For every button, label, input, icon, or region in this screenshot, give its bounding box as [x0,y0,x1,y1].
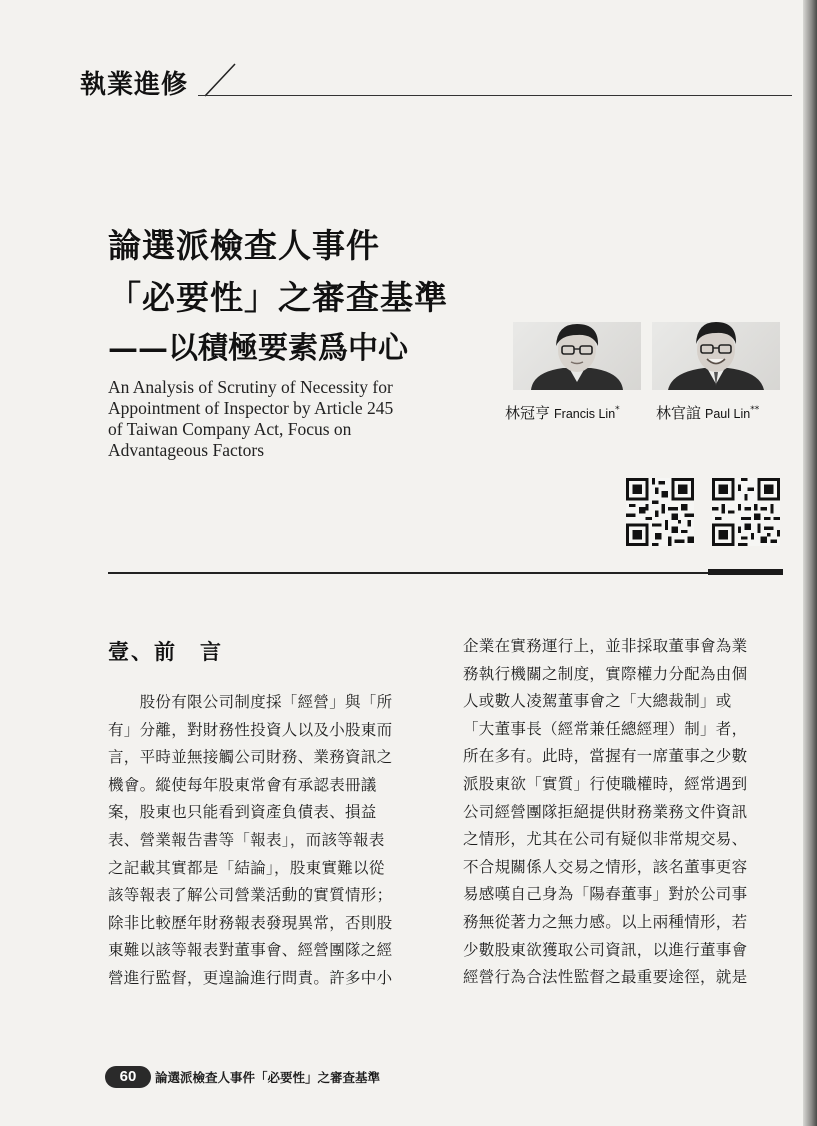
english-title [108,377,428,461]
english-title-line: Appointment of Inspector by Article 245 [108,398,394,418]
author-1 [505,402,620,423]
article-title [108,220,488,374]
body-line: 表、營業報告書等「報表」，而該等報表 [108,830,385,849]
section-divider [108,572,783,574]
body-line: 務無從著力之無力感。以上兩種情形，若 [463,912,748,931]
section-header [80,62,790,102]
qr-code-icon[interactable] [626,478,694,546]
english-title-line: An Analysis of Scrutiny of Necessity for [108,377,393,397]
author-name-en: Paul Lin [705,407,751,421]
qr-code-icon[interactable] [712,478,780,546]
author-name-zh: 林冠亨 [505,404,551,422]
body-line: 易感嘆自己身為「陽春董事」對於公司事 [463,885,748,904]
section-divider-accent [708,569,783,575]
body-line: 言，平時並無接觸公司財務、業務資訊之 [108,748,393,767]
body-line: 東難以該等報表對董事會、經營團隊之經 [108,941,393,960]
author-footnote-mark: * [615,405,620,415]
body-line: 不合規關係人交易之情形，該名董事更容 [463,857,748,876]
body-line: 人或數人凌駕董事會之「大總裁制」或 [463,692,732,711]
english-title-line: of Taiwan Company Act, Focus on [108,419,352,439]
author-name-zh: 林官誼 [656,404,702,422]
section-header-title: 執業進修 [80,70,189,100]
body-line: 除非比較歷年財務報表發現異常，否則股 [108,913,393,932]
title-subtitle: ——以積極要素爲中心 [108,331,408,366]
body-line: 該等報表了解公司營業活動的實質情形； [108,886,393,905]
english-title-line: Advantageous Factors [108,440,265,460]
title-line-2: 「必要性」之審查基準 [108,278,448,317]
body-line: 派股東欲「實質」行使職權時，經常遇到 [463,774,748,793]
author-photo-1 [513,322,641,390]
author-name-en: Francis Lin [554,407,616,421]
section-heading: 壹、前 言 [108,639,223,664]
body-column-right [463,633,793,992]
body-line: 經營行為合法性監督之最重要途徑，就是 [463,968,748,987]
title-line-1: 論選派檢查人事件 [108,226,380,265]
body-line: 機會。縱使每年股東常會有承認表冊議 [108,775,377,794]
body-line: 之記載其實都是「結論」，股東實難以從 [108,858,385,877]
author-footnote-mark: ** [750,405,760,415]
body-line: 之情形，尤其在公司有疑似非常規交易、 [463,830,748,849]
body-line: 案，股東也只能看到資產負債表、損益 [108,803,377,822]
header-rule [198,95,792,96]
author-2 [656,402,759,423]
body-column-left [108,689,438,993]
body-line: 有」分離，對財務性投資人以及小股東而 [108,720,393,739]
body-line: 公司經營團隊拒絕提供財務業務文件資訊 [463,802,748,821]
author-photo-2 [652,322,780,390]
body-line: 股份有限公司制度採「經營」與「所 [108,693,393,711]
body-line: 營進行監督，更遑論進行問責。許多中小 [108,968,393,987]
page-edge-shadow [803,0,817,1126]
body-line: 企業在實務運行上，並非採取董事會為業 [463,637,748,655]
body-line: 務執行機關之制度，實際權力分配為由個 [463,664,748,683]
body-line: 少數股東欲獲取公司資訊，以進行董事會 [463,940,748,959]
slash-decoration-icon [203,62,237,98]
body-line: 所在多有。此時，當握有一席董事之少數 [463,747,748,766]
running-title: 論選派檢查人事件「必要性」之審查基準 [155,1070,381,1085]
page-number-badge: 60 [105,1066,151,1088]
body-line: 「大董事長（經常兼任總經理）制」者， [463,719,748,738]
